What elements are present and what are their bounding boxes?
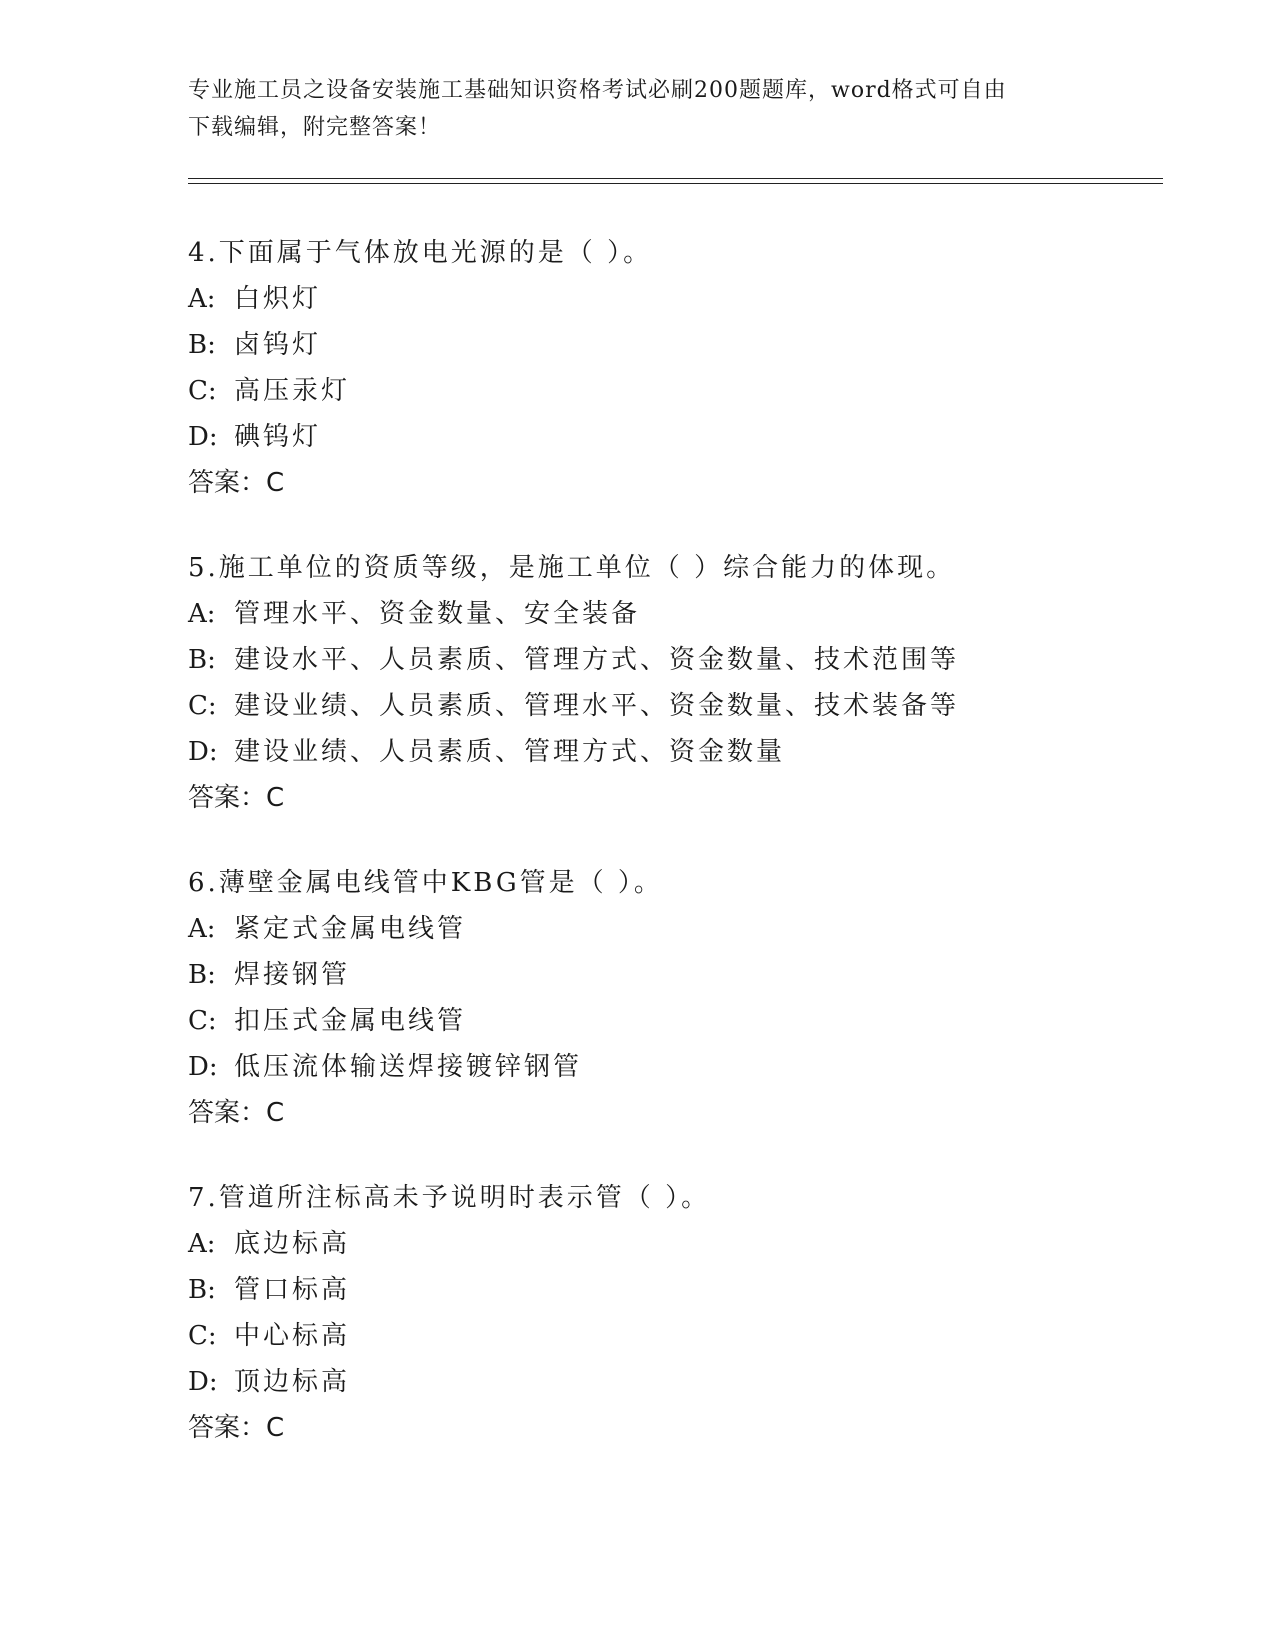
option-d — [188, 414, 1148, 460]
option-b — [188, 637, 1148, 683]
option-text: 建设业绩、人员素质、管理水平、资金数量、技术装备等 — [234, 691, 960, 721]
option-letter: B: — [188, 1275, 216, 1305]
option-d — [188, 729, 1148, 775]
option-letter: C: — [188, 1321, 217, 1351]
option-text: 底边标高 — [234, 1229, 351, 1259]
question-block — [188, 860, 1148, 1136]
option-text: 管口标高 — [234, 1275, 351, 1305]
option-letter: B: — [188, 330, 216, 360]
option-text: 低压流体输送焊接镀锌钢管 — [234, 1052, 583, 1082]
question-block — [188, 1175, 1148, 1451]
option-text: 卤钨灯 — [234, 330, 322, 360]
question-stem: 7.管道所注标高未予说明时表示管（ ）。 — [188, 1183, 711, 1213]
option-letter: A: — [188, 284, 216, 314]
header-title-line1: 专业施工员之设备安装施工基础知识资格考试必刷200题题库，word格式可自由 — [188, 78, 1007, 103]
header-title-line2: 下载编辑，附完整答案！ — [188, 115, 442, 140]
option-letter: B: — [188, 960, 216, 990]
question-stem: 5.施工单位的资质等级，是施工单位（ ）综合能力的体现。 — [188, 553, 956, 583]
option-letter: D: — [188, 1052, 218, 1082]
option-letter: A: — [188, 914, 216, 944]
option-text: 顶边标高 — [234, 1367, 351, 1397]
option-c — [188, 1313, 1148, 1359]
option-text: 扣压式金属电线管 — [234, 1006, 467, 1036]
option-a — [188, 906, 1148, 952]
option-letter: D: — [188, 737, 218, 767]
option-b — [188, 322, 1148, 368]
option-d — [188, 1359, 1148, 1405]
answer-line: 答案：C — [188, 1098, 285, 1128]
option-letter: B: — [188, 645, 216, 675]
option-c — [188, 368, 1148, 414]
option-text: 高压汞灯 — [234, 376, 351, 406]
option-text: 建设水平、人员素质、管理方式、资金数量、技术范围等 — [234, 645, 960, 675]
option-c — [188, 683, 1148, 729]
question-stem: 4.下面属于气体放电光源的是（ ）。 — [188, 238, 653, 268]
document-header — [188, 72, 1088, 146]
option-letter: D: — [188, 422, 218, 452]
question-block — [188, 545, 1148, 821]
header-divider-bottom — [188, 183, 1163, 184]
option-letter: C: — [188, 376, 217, 406]
option-text: 建设业绩、人员素质、管理方式、资金数量 — [234, 737, 786, 767]
option-a — [188, 591, 1148, 637]
answer-line: 答案：C — [188, 468, 285, 498]
question-stem: 6.薄壁金属电线管中KBG管是（ ）。 — [188, 868, 663, 898]
answer-line: 答案：C — [188, 1413, 285, 1443]
option-text: 白炽灯 — [234, 284, 322, 314]
option-text: 焊接钢管 — [234, 960, 351, 990]
option-letter: C: — [188, 1006, 217, 1036]
header-divider-top — [188, 178, 1163, 179]
option-text: 中心标高 — [234, 1321, 351, 1351]
option-b — [188, 1267, 1148, 1313]
option-c — [188, 998, 1148, 1044]
option-a — [188, 1221, 1148, 1267]
option-letter: A: — [188, 1229, 216, 1259]
option-a — [188, 276, 1148, 322]
option-text: 碘钨灯 — [234, 422, 322, 452]
option-text: 紧定式金属电线管 — [234, 914, 467, 944]
option-b — [188, 952, 1148, 998]
option-text: 管理水平、资金数量、安全装备 — [234, 599, 641, 629]
option-letter: C: — [188, 691, 217, 721]
question-block — [188, 230, 1148, 506]
option-letter: A: — [188, 599, 216, 629]
answer-line: 答案：C — [188, 783, 285, 813]
option-d — [188, 1044, 1148, 1090]
option-letter: D: — [188, 1367, 218, 1397]
